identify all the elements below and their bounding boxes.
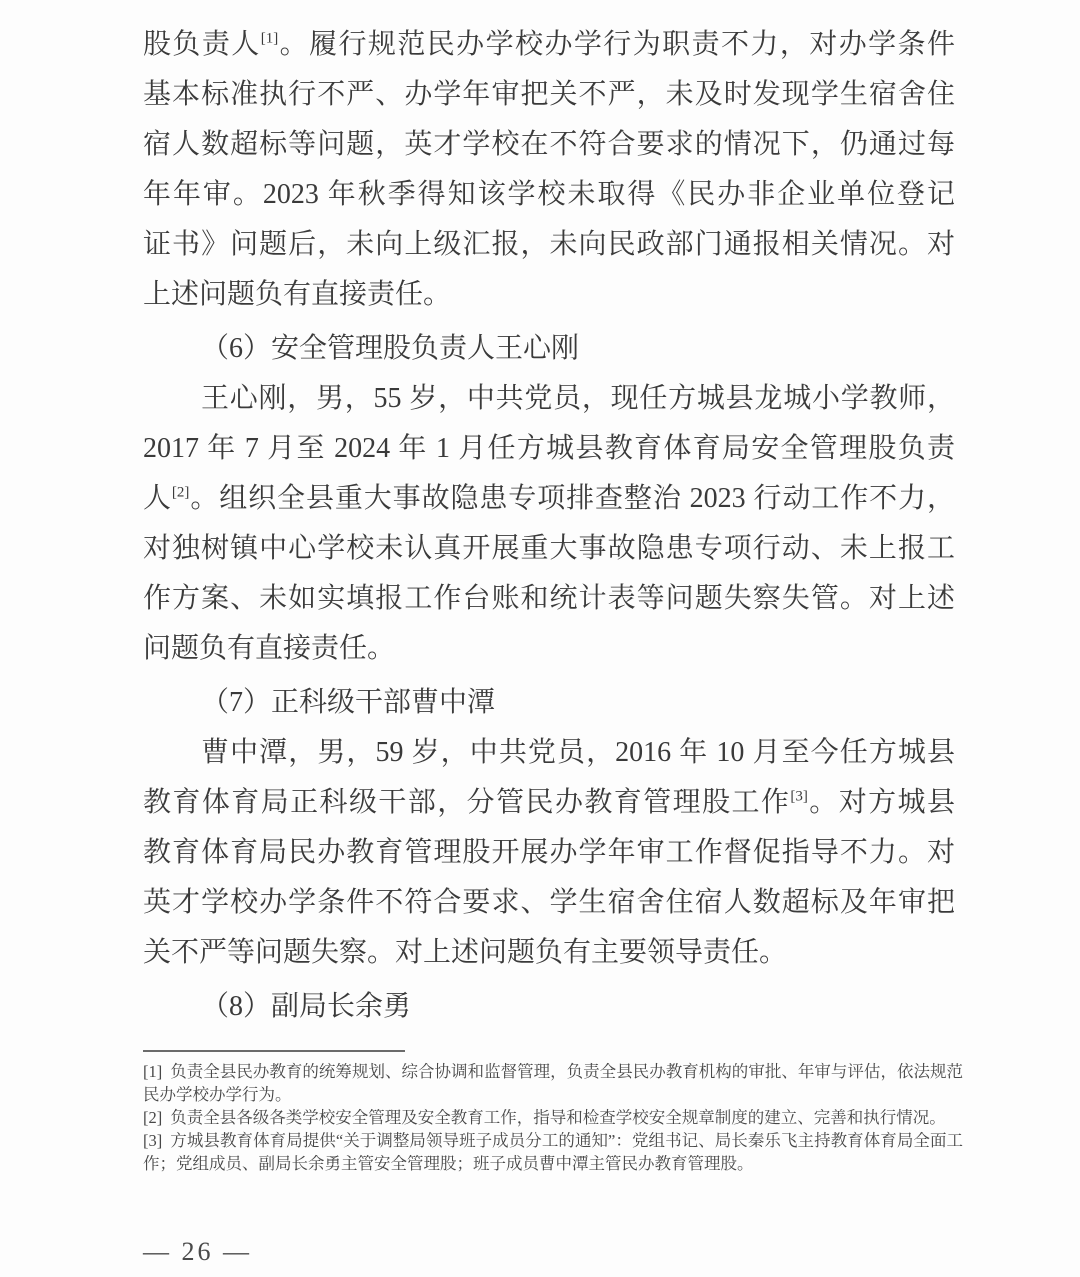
footnote-ref: [2]	[171, 484, 190, 501]
footnote-text: 负责全县民办教育的统筹规划、综合协调和监督管理，负责全县民办教育机构的审批、年审与评估，依法规范民办学校办学行为。	[143, 1062, 963, 1104]
body-line	[143, 574, 955, 624]
text-run: （8）副局长余勇	[201, 991, 412, 1022]
text-run: 英才学校办学条件不符合要求、学生宿舍住宿人数超标及年审把	[143, 887, 955, 918]
body-line	[143, 70, 955, 120]
body-line	[143, 424, 955, 474]
text-run: 作方案、未如实填报工作台账和统计表等问题失察失管。对上述	[143, 583, 955, 614]
body-line	[143, 120, 955, 170]
text-run: 问题负有直接责任。	[143, 633, 396, 664]
body-line	[143, 374, 955, 424]
body-line	[143, 270, 955, 320]
footnote-marker: [2]	[143, 1108, 163, 1127]
footnote-marker: [1]	[143, 1062, 163, 1081]
text-run: 股负责人	[143, 29, 261, 60]
text-run: （7）正科级干部曹中潭	[201, 687, 496, 718]
footnote-text: 方城县教育体育局提供“关于调整局领导班子成员分工的通知”：党组书记、局长秦乐飞主持教育体育局全面工作；党组成员、副局长余勇主管安全管理股；班子成员曹中潭主管民办教育管理股。	[143, 1131, 963, 1173]
footnote-text: 负责全县各级各类学校安全管理及安全教育工作，指导和检查学校安全规章制度的建立、完善和执行情况。	[170, 1108, 946, 1127]
section-heading	[143, 678, 955, 728]
text-run: （6）安全管理股负责人王心刚	[201, 333, 580, 364]
body-line	[143, 878, 955, 928]
footnote-item	[143, 1106, 963, 1129]
text-run: 教育体育局正科级干部，分管民办教育管理股工作	[143, 787, 791, 818]
footnote-item	[143, 1129, 963, 1175]
body-line	[143, 828, 955, 878]
text-run: 教育体育局民办教育管理股开展办学年审工作督促指导不力。对	[143, 837, 955, 868]
footnote-ref: [1]	[260, 30, 279, 47]
page-number: — 26 —	[143, 1237, 252, 1266]
text-run: 。履行规范民办学校办学行为职责不力，对办学条件	[278, 29, 955, 60]
text-run: 。对方城县	[807, 787, 955, 818]
body-line	[143, 928, 955, 978]
text-run: 。组织全县重大事故隐患专项排查整治 2023 行动工作不力，	[189, 483, 955, 514]
footnote-marker: [3]	[143, 1131, 163, 1150]
text-run: 年年审。2023 年秋季得知该学校未取得《民办非企业单位登记	[143, 179, 955, 210]
body-line	[143, 474, 955, 524]
text-run: 基本标准执行不严、办学年审把关不严，未及时发现学生宿舍住	[143, 79, 955, 110]
text-run: 宿人数超标等问题，英才学校在不符合要求的情况下，仍通过每	[143, 129, 955, 160]
text-run: 曹中潭，男，59 岁，中共党员，2016 年 10 月至今任方城县	[201, 737, 955, 768]
body-line	[143, 778, 955, 828]
footnote-item	[143, 1060, 963, 1106]
footnote-separator-rule	[143, 1050, 405, 1052]
body-line	[143, 170, 955, 220]
text-run: 关不严等问题失察。对上述问题负有主要领导责任。	[143, 937, 788, 968]
body-text	[143, 20, 955, 1032]
text-run: 王心刚，男，55 岁，中共党员，现任方城县龙城小学教师，	[201, 383, 955, 414]
section-heading	[143, 982, 955, 1032]
footnote-ref: [3]	[790, 788, 808, 805]
body-line	[143, 624, 955, 674]
text-run: 证书》问题后，未向上级汇报，未向民政部门通报相关情况。对	[143, 229, 955, 260]
text-run: 上述问题负有直接责任。	[143, 279, 452, 310]
body-line	[143, 728, 955, 778]
footnotes-list	[143, 1060, 963, 1175]
body-line	[143, 524, 955, 574]
text-run: 2017 年 7 月至 2024 年 1 月任方城县教育体育局安全管理股负责	[143, 433, 955, 464]
body-line	[143, 20, 955, 70]
text-run: 对独树镇中心学校未认真开展重大事故隐患专项行动、未上报工	[143, 533, 955, 564]
section-heading	[143, 324, 955, 374]
body-line	[143, 220, 955, 270]
text-run: 人	[143, 483, 172, 514]
